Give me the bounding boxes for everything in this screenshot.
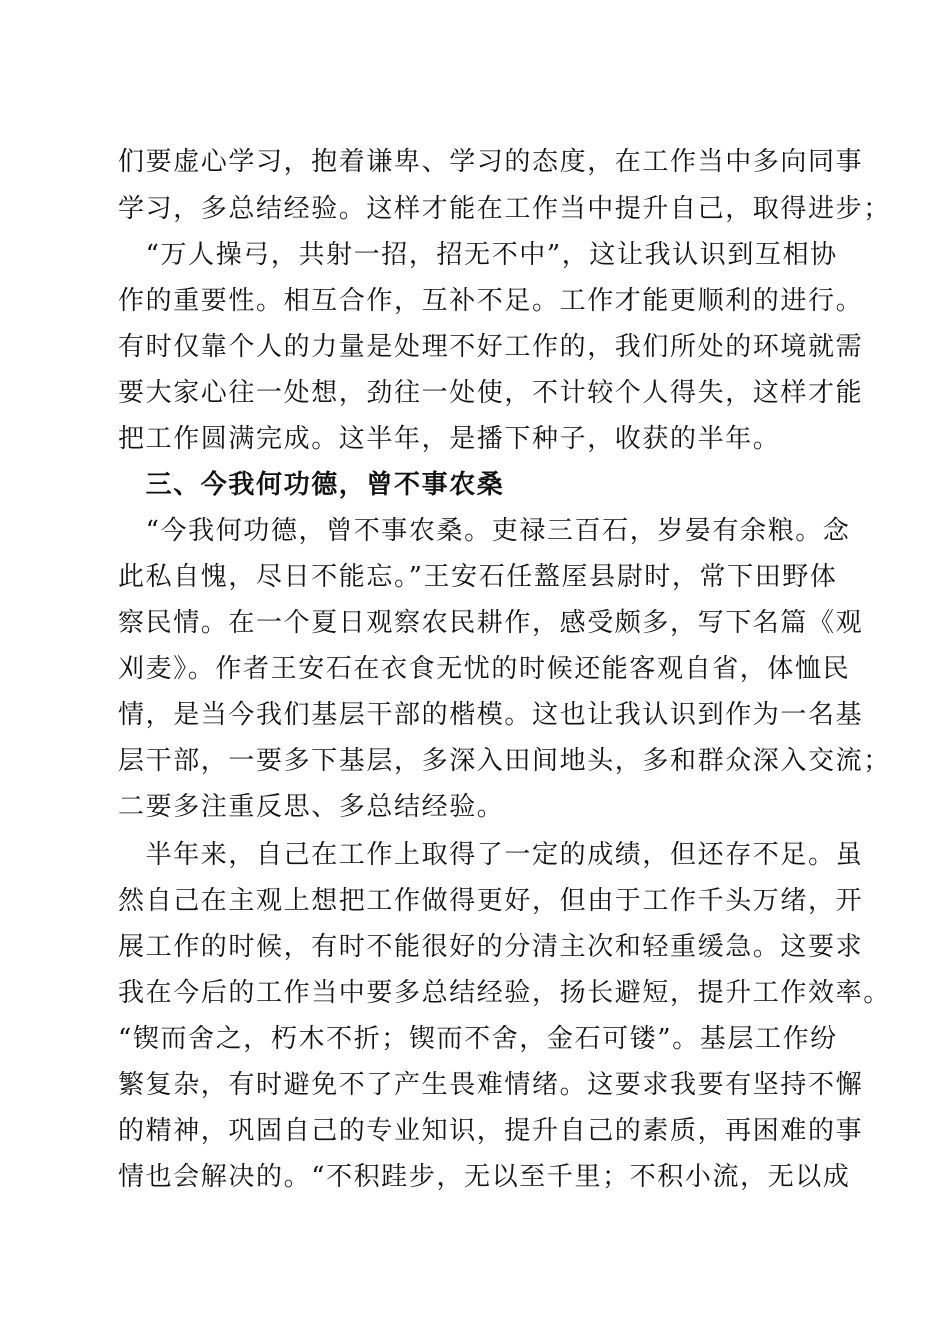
text-line: 有时仅靠个人的力量是处理不好工作的，我们所处的环境就需 bbox=[118, 332, 864, 362]
text-line: 刈麦》。作者王安石在衣食无忧的时候还能客观自省，体恤民 bbox=[118, 654, 851, 684]
text-line: 我在今后的工作当中要多总结经验，扬长避短，提升工作效率。 bbox=[118, 978, 891, 1008]
text-line: 察民情。在一个夏日观察农民耕作，感受颇多，写下名篇《观 bbox=[118, 608, 864, 638]
text-line: “今我何功德，曾不事农桑。吏禄三百石，岁晏有余粮。念 bbox=[118, 516, 851, 546]
section-heading: 三、今我何功德，曾不事农桑 bbox=[118, 470, 505, 500]
text-line: 情也会解决的。“不积跬步，无以至千里；不积小流，无以成 bbox=[118, 1162, 851, 1192]
text-line: 学习，多总结经验。这样才能在工作当中提升自己，取得进步； bbox=[118, 194, 891, 224]
text-line: 繁复杂，有时避免不了产生畏难情绪。这要求我要有坚持不懈 bbox=[118, 1070, 864, 1100]
text-line: “万人操弓，共射一招，招无不中”，这让我认识到互相协 bbox=[118, 240, 838, 270]
text-line: 们要虚心学习，抱着谦卑、学习的态度，在工作当中多向同事 bbox=[118, 147, 864, 177]
text-line: “锲而舍之，朽木不折；锲而不舍，金石可镂”。基层工作纷 bbox=[118, 1024, 838, 1054]
text-line: 要大家心往一处想，劲往一处使，不计较个人得失，这样才能 bbox=[118, 378, 864, 408]
text-line: 的精神，巩固自己的专业知识，提升自己的素质，再困难的事 bbox=[118, 1116, 864, 1146]
text-line: 把工作圆满完成。这半年，是播下种子，收获的半年。 bbox=[118, 424, 781, 454]
text-line: 此私自愧，尽日不能忘。”王安石任盩厔县尉时，常下田野体 bbox=[118, 562, 838, 592]
text-line: 展工作的时候，有时不能很好的分清主次和轻重缓急。这要求 bbox=[118, 932, 864, 962]
text-line: 半年来，自己在工作上取得了一定的成绩，但还存不足。虽 bbox=[118, 840, 864, 870]
text-line: 情，是当今我们基层干部的楷模。这也让我认识到作为一名基 bbox=[118, 700, 864, 730]
text-line: 然自己在主观上想把工作做得更好，但由于工作千头万绪，开 bbox=[118, 886, 864, 916]
text-line: 作的重要性。相互合作，互补不足。工作才能更顺利的进行。 bbox=[118, 286, 864, 316]
text-line: 二要多注重反思、多总结经验。 bbox=[118, 792, 505, 822]
text-line: 层干部，一要多下基层，多深入田间地头，多和群众深入交流； bbox=[118, 746, 891, 776]
